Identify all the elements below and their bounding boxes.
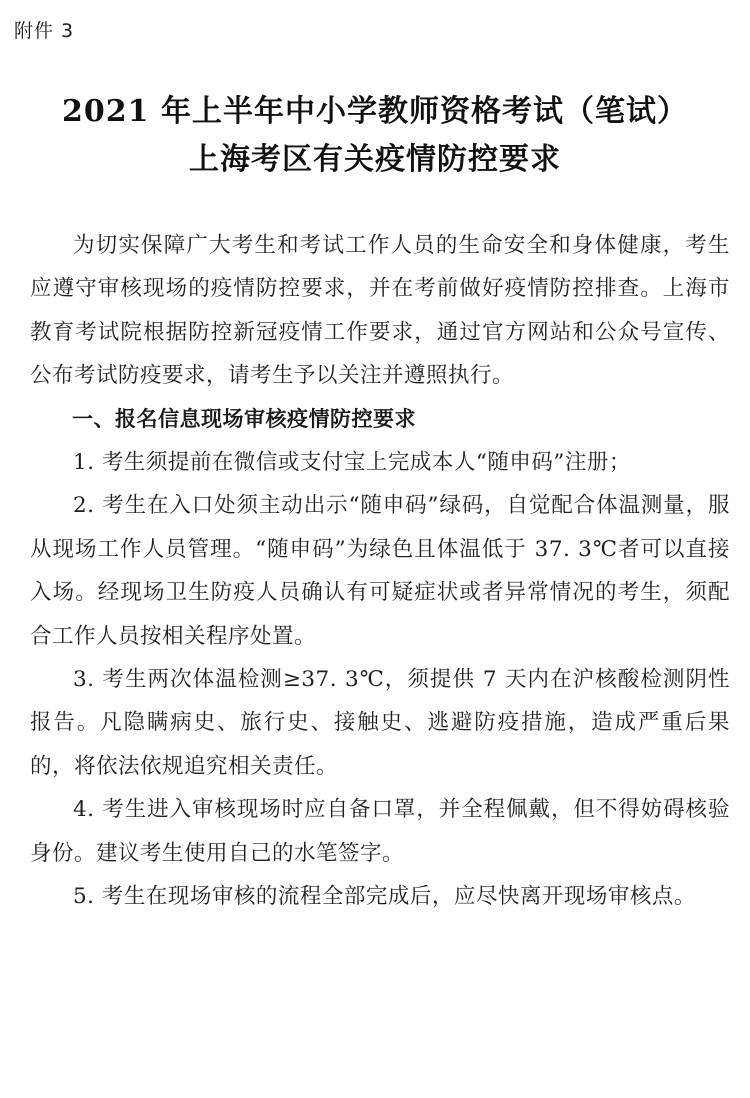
title-line-1: 2021 年上半年中小学教师资格考试（笔试）: [62, 94, 688, 129]
section-heading: 一、报名信息现场审核疫情防控要求: [72, 406, 416, 431]
requirement-item-2: 2. 考生在入口处须主动出示“随申码”绿码，自觉配合体温测量，服从现场工作人员管理。“随申码”为绿色且体温低于 37. 3℃者可以直接入场。经现场卫生防疫人员确认有可疑症状或者异常情况的考生，须配合工作人员按相关程序处置。: [30, 493, 730, 649]
attachment-label: 附件 3: [14, 20, 75, 42]
title-line-2: 上海考区有关疫情防控要求: [189, 142, 561, 177]
document-body: [30, 224, 730, 919]
requirement-item-3: 3. 考生两次体温检测≥37. 3℃，须提供 7 天内在沪核酸检测阴性报告。凡隐瞒病史、旅行史、接触史、逃避防疫措施，造成严重后果的，将依法依规追究相关责任。: [30, 667, 730, 779]
requirement-item-1: 1. 考生须提前在微信或支付宝上完成本人“随申码”注册；: [73, 450, 631, 476]
requirement-item-5: 5. 考生在现场审核的流程全部完成后，应尽快离开现场审核点。: [73, 884, 696, 910]
document-title: [0, 88, 750, 184]
intro-paragraph: 为切实保障广大考生和考试工作人员的生命安全和身体健康，考生应遵守审核现场的疫情防控要求，并在考前做好疫情防控排查。上海市教育考试院根据防控新冠疫情工作要求，通过官方网站和公众号宣传、公布考试防疫要求，请考生予以关注并遵照执行。: [30, 233, 730, 389]
requirement-item-4: 4. 考生进入审核现场时应自备口罩，并全程佩戴，但不得妨碍核验身份。建议考生使用自己的水笔签字。: [30, 797, 730, 866]
